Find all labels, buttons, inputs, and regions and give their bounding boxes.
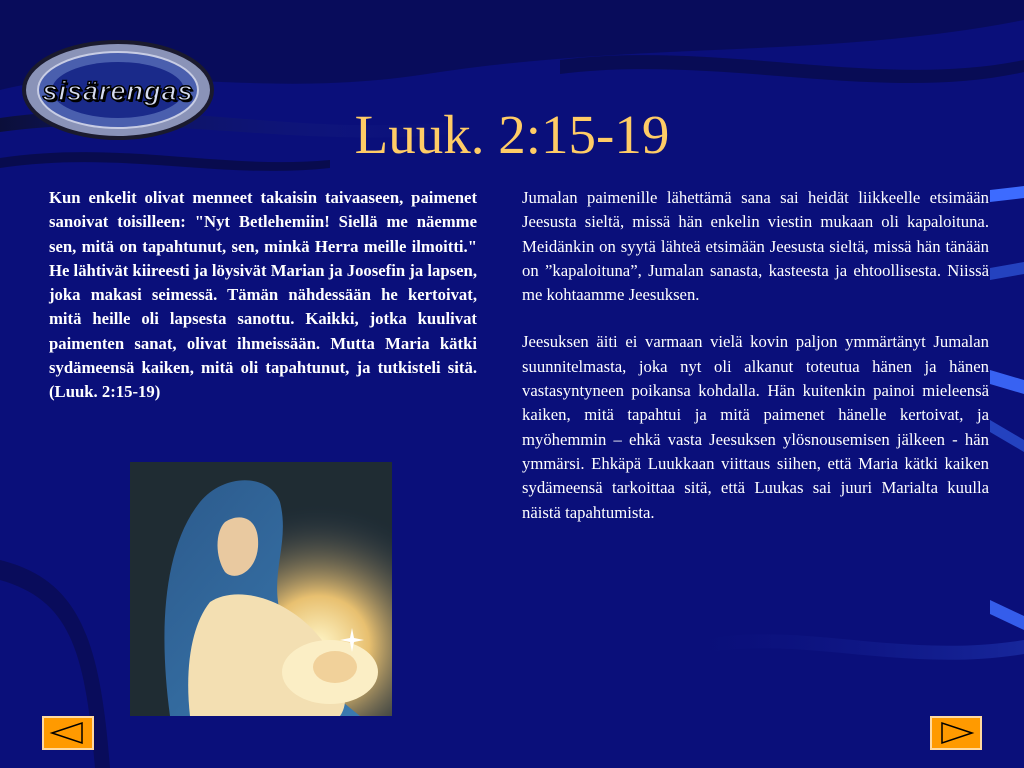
commentary-paragraph: Jumalan paimenille lähettämä sana sai heidät liikkeelle etsimään Jeesusta sieltä, missä hän enkelin viestin mukaan oli kapaloituna. Meidänkin on syytä lähteä etsimään Jeesusta sieltä, missä hän tänään on ”kapaloituna”, Jumalan sanasta, kasteesta ja ehtoollisesta. Niissä me kohtaamme Jeesuksen.: [522, 188, 989, 305]
next-slide-button[interactable]: [930, 716, 982, 750]
logo-text: sisärengas: [42, 76, 194, 106]
mary-with-child-image: [130, 462, 392, 716]
commentary: [522, 186, 989, 548]
triangle-left-icon: [48, 720, 88, 746]
previous-slide-button[interactable]: [42, 716, 94, 750]
triangle-right-icon: [936, 720, 976, 746]
scripture-text: Kun enkelit olivat menneet takaisin taivaaseen, paimenet sanoivat toisilleen: "Nyt Betlehemiin! Siellä me näemme sen, mitä on tapahtunut, sen, minkä Herra meille ilmoitti." He lähtivät kiireesti ja löysivät Marian ja Joosefin ja lapsen, joka makasi seimessä. Tämän nähdessään he kertoivat, mitä heille oli lapsesta sanottu. Kaikki, jotka kuulivat paimenten sanat, olivat ihmeissään. Mutta Maria kätki sydämeensä kaiken, mitä oli tapahtunut, ja tutkisteli sitä. (Luuk. 2:15-19): [49, 188, 477, 402]
commentary-paragraph: Jeesuksen äiti ei varmaan vielä kovin paljon ymmärtänyt Jumalan suunnitelmasta, joka nyt oli alkanut toteutua hänen ja hänen vastasyntyneen poikansa kohdalla. Hän kuitenkin painoi mieleensä kaiken, mitä tapahtui ja mitä paimenet hänelle kertoivat, ja myöhemmin – ehkä vasta Jeesuksen ylösnousemisen jälkeen - hän ymmärsi. Ehkäpä Luukkaan viittaus siihen, että Maria kätki kaiken sydämeensä tarkoittaa sitä, että Luukas sai juuri Marialta kuulla näistä tapahtumista.: [522, 332, 989, 522]
page-title: Luuk. 2:15-19: [354, 104, 670, 165]
